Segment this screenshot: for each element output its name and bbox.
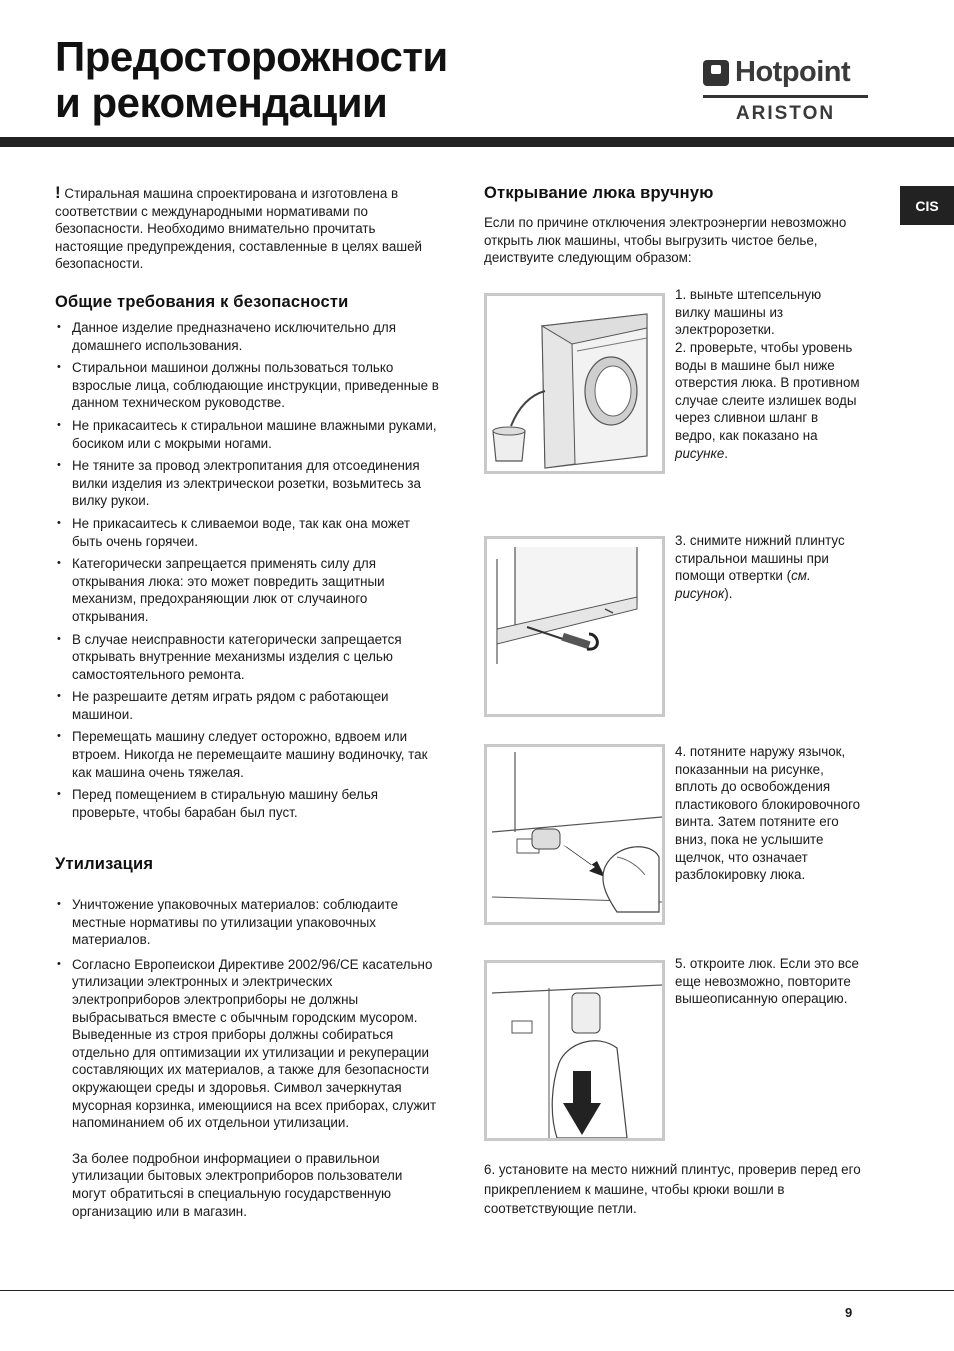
disposal-list <box>55 896 440 1220</box>
list-item: • Категорически запрещается применять силу для открывания люка: это может повредить защитныи механизм, предохраняющии люк от случаиного открывания. <box>55 555 440 625</box>
list-item: • Не тяните за провод электропитания для отсоединения вилки изделия из электрическои розетки, возьмитесь за вилку рукои. <box>55 457 440 510</box>
step-6: 6. установите на место нижний плинтус, проверив перед его прикреплением к машине, чтобы крюки вошли в соответствующие петли. <box>484 1162 861 1216</box>
safety-heading: Общие требования к безопасности <box>55 293 349 311</box>
logo-sub-text: ARISTON <box>735 103 836 124</box>
intro-paragraph <box>55 184 440 273</box>
list-item: • Перемещать машину следует осторожно, вдвоем или втроем. Никогда не перемещаите машину водиночку, так как машина очень тяжелая. <box>55 728 440 781</box>
list-item: • Перед помещением в стиральную машину белья проверьте, чтобы барабан был пуст. <box>55 786 440 821</box>
step-2-text: 2. проверьте, чтобы уровень воды в машине был ниже отверстия люка. В противном случае слеите излишек воды через сливнои шланг в ведро, как показано на <box>675 340 860 443</box>
figure-open-door <box>484 960 665 1141</box>
manual-open-intro: Если по причине отключения электроэнергии невозможно открыть люк машины, чтобы выгрузить чистое белье, деиствуите следующим образом: <box>484 215 847 266</box>
figure-drain-bucket <box>484 293 665 474</box>
warning-mark: ! <box>55 183 61 202</box>
brand-logo <box>703 56 868 126</box>
list-item: • Данное изделие предназначено исключительно для домашнего использования. <box>55 319 440 354</box>
logo-brand-text: Hotpoint <box>735 56 851 88</box>
step-3-italic: см. рисунок <box>675 568 811 601</box>
safety-list <box>55 319 440 821</box>
header-rule <box>0 137 954 147</box>
pull-tab-illustration <box>487 747 662 922</box>
figure-pull-tab <box>484 744 665 925</box>
list-item <box>55 956 440 1220</box>
manual-open-heading: Открывание люка вручную <box>484 184 714 202</box>
page-title-line-1: Предосторожности <box>55 33 448 80</box>
step-2-end: . <box>724 445 729 461</box>
list-item: • Стиральнои машинои должны пользоваться только взрослые лица, соблюдающие инструкции, приведенные в данном техническом руководстве. <box>55 359 440 412</box>
list-item: • Не прикасаитесь к стиральнои машине влажными руками, босиком или с мокрыми ногами. <box>55 417 440 452</box>
step-3 <box>675 532 855 602</box>
page-title-line-2: и рекомендации <box>55 79 388 126</box>
list-item: • Не разрешаите детям играть рядом с работающеи машинои. <box>55 688 440 723</box>
footer-rule <box>0 1290 954 1291</box>
step-3-text: 3. снимите нижний плинтус стиральнои машины при помощи отвертки ( <box>675 533 845 584</box>
step-1: 1. выньте штепсельную вилку машины из электророзетки. <box>675 287 822 338</box>
disposal-info-text: За более подробнои информациеи о правильнои утилизации бытовых электроприборов пользователи могут обратитьсяі в специальную государственную организацию или в магазин. <box>72 1150 403 1219</box>
figure-screwdriver-plinth <box>484 536 665 717</box>
page-title <box>55 34 448 126</box>
language-tab: CIS <box>900 186 954 225</box>
page-number: 9 <box>845 1305 853 1320</box>
step-5: 5. откроите люк. Если это все еще невозможно, повторите вышеописанную операцию. <box>675 956 859 1007</box>
intro-text: Стиральная машина спроектирована и изготовлена в соответствии с международными нормативами по безопасности. Необходимо внимательно прочитать настоящие предупреждения, составленные в целях вашей безопасности. <box>55 186 423 272</box>
step-4: 4. потяните наружу язычок, показанныи на рисунке, вплоть до освобождения пластикового блокировочного винта. Затем потяните его вниз, пока не услышите щелчок, что означает разблокировку люка. <box>675 744 861 883</box>
disposal-directive-text: Согласно Европеискои Директиве 2002/96/CE касательно утилизации электронных и электрических электроприборов электроприборы не должны выбрасываться вместе с обычным городским мусором. Выведенные из строя приборы должны собираться отдельно для оптимизации их утилизации и рекуперации составляющих их материалов, а также для безопасности окружающеи среды и здоровья. Символ зачеркнутая мусорная корзинка, имеющиися на всех приборах, служит напоминанием об их отдельнои утилизации. <box>72 956 437 1131</box>
open-door-illustration <box>487 963 662 1138</box>
washing-machine-drain-illustration <box>487 296 662 471</box>
disposal-heading: Утилизация <box>55 855 154 873</box>
list-item: • Уничтожение упаковочных материалов: соблюдаите местные нормативы по утилизации упаковочных материалов. <box>55 896 440 949</box>
hotpoint-logo-icon <box>703 60 729 86</box>
step-2 <box>675 339 860 462</box>
step-3-end: ). <box>724 585 733 601</box>
list-item: • Не прикасаитесь к сливаемои воде, так как она может быть очень горячеи. <box>55 515 440 550</box>
plinth-removal-illustration <box>487 539 662 714</box>
list-item: • В случае неисправности категорически запрещается открывать внутренние механизмы изделия с целью самостоятельного ремонта. <box>55 631 440 684</box>
step-2-italic: рисунке <box>675 445 725 461</box>
logo-divider <box>703 95 868 98</box>
